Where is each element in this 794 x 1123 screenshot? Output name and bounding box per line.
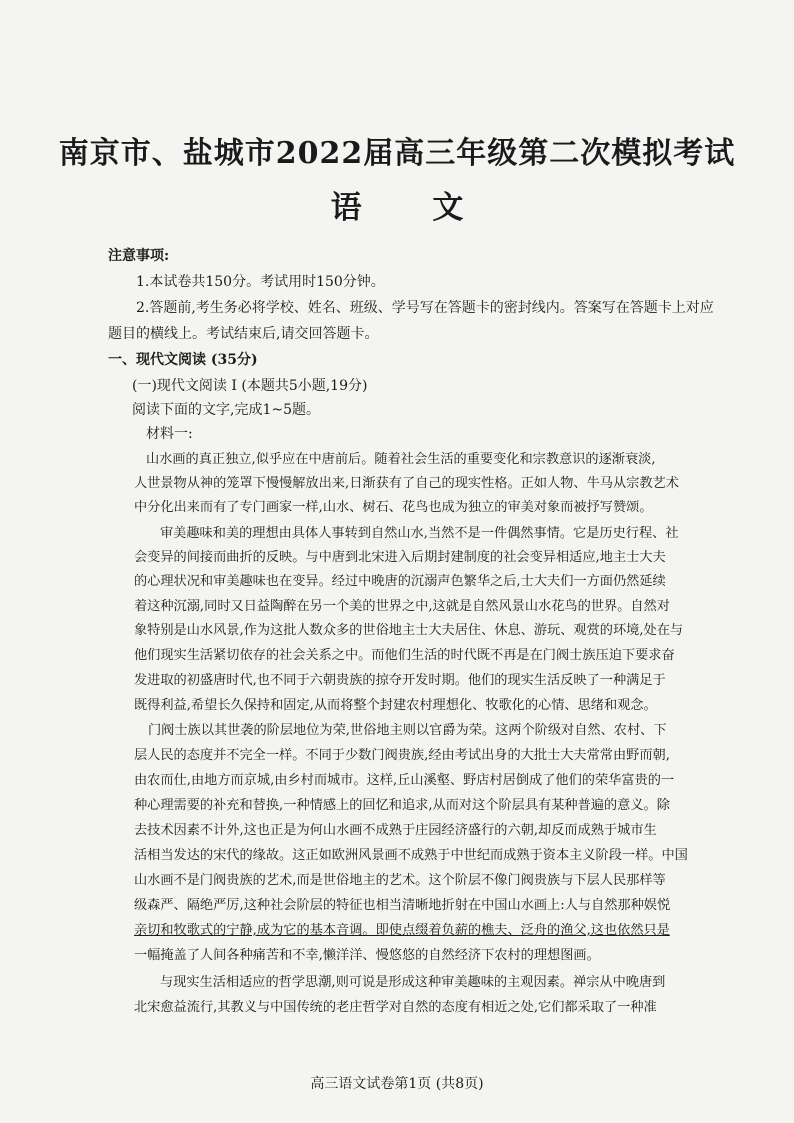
subsection-heading: (一)现代文阅读 I (本题共5小题,19分) xyxy=(132,378,368,394)
passage-line: 山水画不是门阀贵族的艺术,而是世俗地主的艺术。这个阶层不像门阀贵族与下层人民那样等 xyxy=(134,873,666,888)
page-footer: 高三语文试卷第1页 (共8页) xyxy=(310,1076,484,1092)
notice-item-2a: 2.答题前,考生务必将学校、姓名、班级、学号写在答题卡的密封线内。答案写在答题卡上对应 xyxy=(136,300,714,316)
passage-line: 他们现实生活紧切依存的社会关系之中。而他们生活的时代既不再是在门阀士族压迫下要求奋 xyxy=(134,648,675,663)
passage-line: 级森严、隔绝严厉,这种社会阶层的特征也相当清晰地折射在中国山水画上:人与自然那种娱悦 xyxy=(134,898,671,913)
passage-line-underlined: 亲切和牧歌式的宁静,成为它的基本音调。即使点缀着负薪的樵夫、泛舟的渔父,这也依然只是 xyxy=(134,923,670,938)
passage-line: 审美趣味和美的理想由具体人事转到自然山水,当然不是一件偶然事情。它是历史行程、社 xyxy=(160,526,679,541)
passage-line: 象特别是山水风景,作为这批人数众多的世俗地主士大夫居住、休息、游玩、观赏的环境,处在与 xyxy=(134,623,684,638)
passage-line: 活相当发达的宋代的缘故。这正如欧洲风景画不成熟于中世纪而成熟于资本主义阶段一样。中国 xyxy=(134,848,688,863)
passage-line: 发进取的初盛唐时代,也不同于六朝贵族的掠夺开发时期。他们的现实生活反映了一种满足于 xyxy=(134,673,666,688)
passage-line: 山水画的真正独立,似乎应在中唐前后。随着社会生活的重要变化和宗教意识的逐渐衰淡, xyxy=(146,452,656,467)
passage-line: 人世景物从神的笼罩下慢慢解放出来,日渐获有了自己的现实性格。正如人物、牛马从宗教艺术 xyxy=(134,476,679,491)
passage-line: 层人民的态度并不完全一样。不同于少数门阀贵族,经由考试出身的大批士大夫常常由野而朝, xyxy=(134,748,670,763)
passage-line: 的心理状况和审美趣味也在变异。经过中晚唐的沉溺声色繁华之后,士大夫们一方面仍然延续 xyxy=(134,574,666,589)
material-label: 材料一: xyxy=(146,426,193,442)
page-title: 南京市、盐城市2022届高三年级第二次模拟考试 xyxy=(58,136,736,171)
passage-line: 门阀士族以其世袭的阶层地位为荣,世俗地主则以官爵为荣。这两个阶级对自然、农村、下 xyxy=(148,723,667,738)
passage-line: 去技术因素不计外,这也正是为何山水画不成熟于庄园经济盛行的六朝,却反而成熟于城市生 xyxy=(134,823,657,838)
reading-instruction: 阅读下面的文字,完成1~5题。 xyxy=(132,402,320,418)
section-heading: 一、现代文阅读 (35分) xyxy=(108,352,258,368)
passage-line: 既得利益,希望长久保持和固定,从而将整个封建农村理想化、牧歌化的心情、思绪和观念。 xyxy=(134,698,657,713)
passage-line: 中分化出来而有了专门画家一样,山水、树石、花鸟也成为独立的审美对象而被抒写赞颂。 xyxy=(134,500,653,515)
notice-item-1: 1.本试卷共150分。考试用时150分钟。 xyxy=(136,274,385,290)
notice-item-2b: 题目的横线上。考试结束后,请交回答题卡。 xyxy=(108,326,379,342)
passage-line: 一幅掩盖了人间各种痛苦和不幸,懒洋洋、慢悠悠的自然经济下农村的理想图画。 xyxy=(134,948,600,963)
passage-line: 与现实生活相适应的哲学思潮,则可说是形成这种审美趣味的主观因素。禅宗从中晚唐到 xyxy=(160,975,666,990)
passage-line: 着这种沉溺,同时又日益陶醉在另一个美的世界之中,这就是自然风景山水花鸟的世界。自然对 xyxy=(134,599,670,614)
notice-heading: 注意事项: xyxy=(108,248,170,264)
passage-line: 会变异的间接而曲折的反映。与中唐到北宋进入后期封建制度的社会变异相适应,地主士大夫 xyxy=(134,550,666,565)
passage-line: 种心理需要的补充和替换,一种情感上的回忆和追求,从而对这个阶层具有某种普遍的意义。除 xyxy=(134,798,670,813)
subject-title: 语 文 xyxy=(330,190,494,226)
passage-line: 北宋愈益流行,其教义与中国传统的老庄哲学对自然的态度有相近之处,它们都采取了一种准 xyxy=(134,1000,657,1015)
passage-line: 由农而仕,由地方而京城,由乡村而城市。这样,丘山溪壑、野店村居倒成了他们的荣华富贵的一 xyxy=(134,773,675,788)
